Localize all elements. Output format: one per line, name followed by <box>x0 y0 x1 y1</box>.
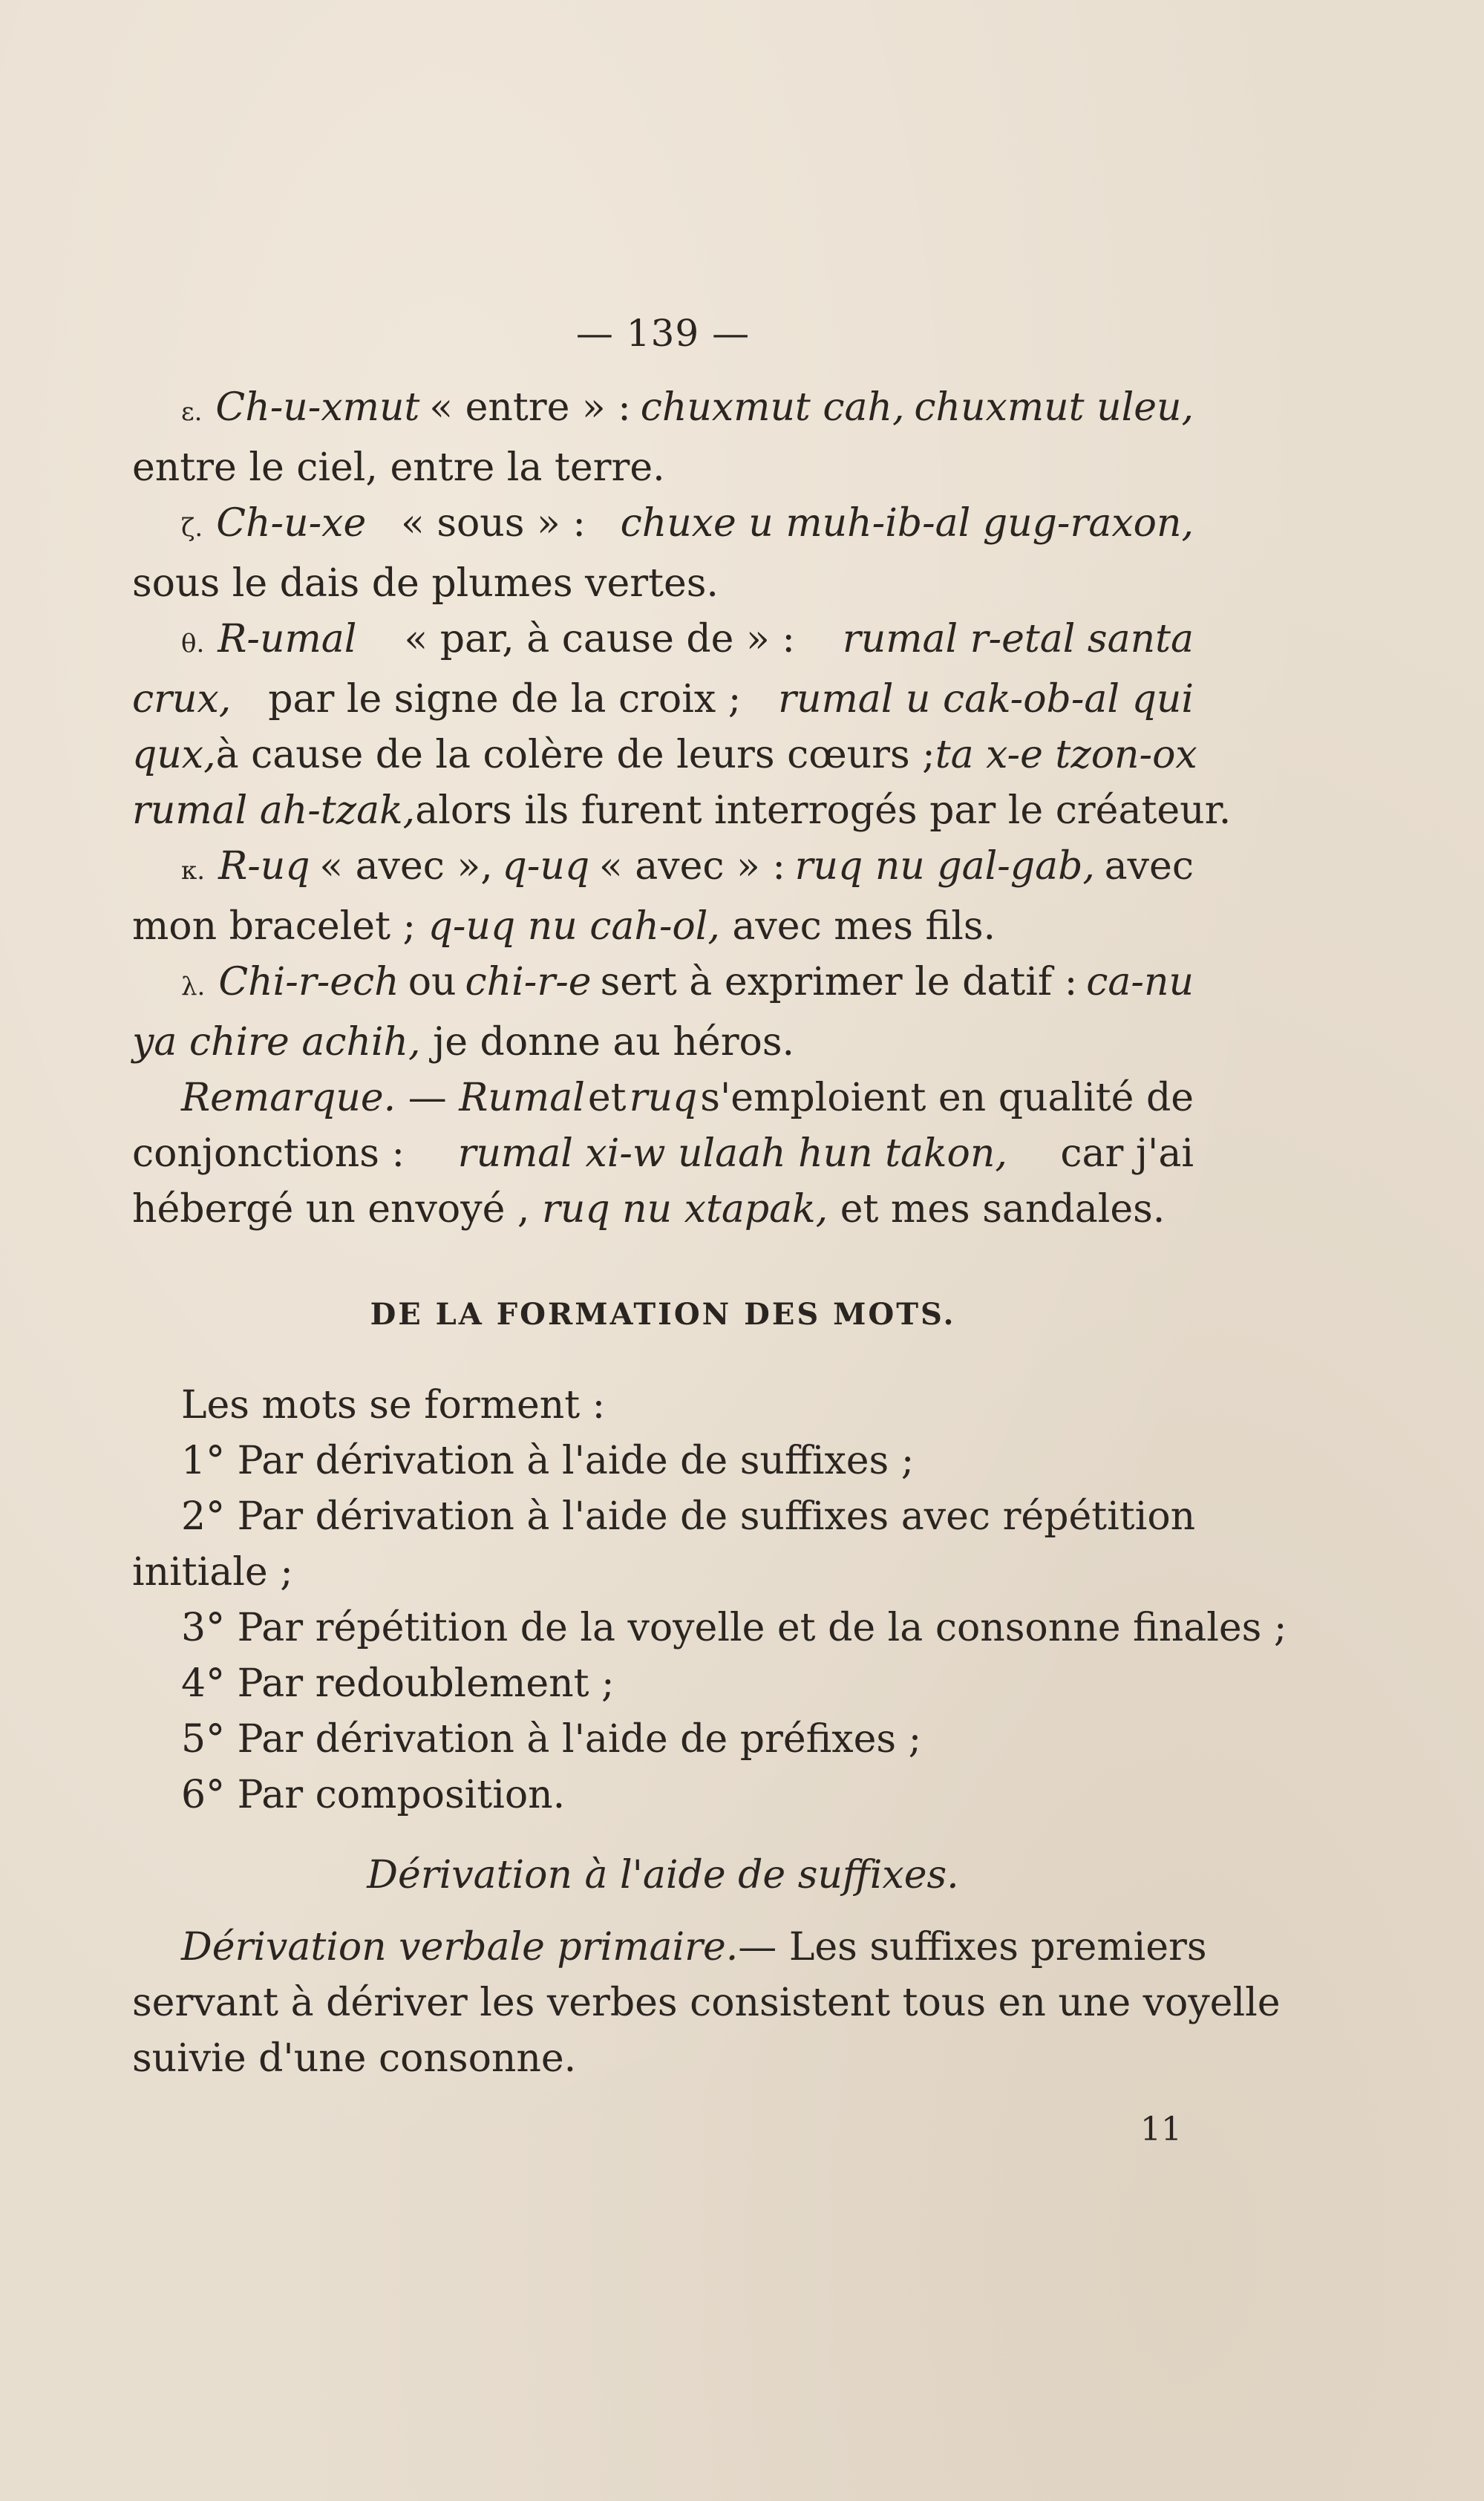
entry-lambda-line-2 <box>132 1015 1194 1070</box>
gloss: « avec », <box>319 844 493 889</box>
text: hébergé un envoyé , <box>132 1187 530 1232</box>
list-item: 3° Par répétition de la voyelle et de la consonne finales ; <box>181 1606 1287 1650</box>
text: conjonctions : <box>132 1131 405 1176</box>
entry-epsilon-line-1 <box>132 380 1194 440</box>
translation: je donne au héros. <box>433 1020 795 1065</box>
term: Chi-r-ech <box>218 960 399 1004</box>
list-item: 2° Par dérivation à l'aide de suffixes avec répétition <box>181 1494 1196 1539</box>
list-item: 6° Par composition. <box>181 1773 566 1817</box>
example: qux, <box>132 733 216 777</box>
example: rumal xi-w ulaah hun takon, <box>457 1131 1007 1176</box>
example: ca-nu <box>1086 960 1194 1004</box>
intro-text: Les mots se forment : <box>181 1383 606 1428</box>
page-body <box>132 312 1287 2148</box>
final-para-line-2: servant à dériver les verbes consistent tous en une voyelle <box>132 1981 1281 2025</box>
entry-theta-line-1 <box>132 612 1194 672</box>
remarque-line-3 <box>132 1182 1194 1238</box>
signature-mark: 11 <box>1140 2111 1182 2148</box>
example: crux, <box>132 677 232 722</box>
term: Ch-u-xe <box>216 501 367 546</box>
example: chuxmut uleu, <box>914 385 1194 430</box>
text: et mes sandales. <box>840 1187 1166 1232</box>
entry-epsilon-line-2: entre le ciel, entre la terre. <box>132 445 665 490</box>
example: ta x-e tzon-ox <box>935 733 1197 777</box>
text: — Les suffixes premiers <box>738 1925 1207 1969</box>
example: rumal ah-tzak, <box>132 788 416 833</box>
entry-theta-line-4 <box>132 783 1232 839</box>
list-item: 5° Par dérivation à l'aide de préfixes ; <box>181 1717 922 1762</box>
example: chuxe u muh-ib-al gug-raxon, <box>620 501 1194 546</box>
greek-letter: ζ. <box>181 513 203 543</box>
text: s'emploient en qualité de <box>700 1076 1194 1120</box>
text: et <box>587 1076 627 1120</box>
final-para-line-1 <box>132 1920 1207 1975</box>
example: ruq nu xtapak, <box>541 1187 828 1232</box>
entry-theta-line-3 <box>132 728 1197 783</box>
remarque-label: Remarque. <box>181 1076 396 1120</box>
para-label: Dérivation verbale primaire. <box>181 1925 739 1969</box>
translation: alors ils furent interrogés par le créateur. <box>415 788 1232 833</box>
page-number: — 139 — <box>575 312 751 355</box>
final-para-line-3: suivie d'une consonne. <box>132 2036 577 2081</box>
term: R-umal <box>218 617 357 661</box>
list-item: 1° Par dérivation à l'aide de suffixes ; <box>181 1439 915 1483</box>
entry-lambda-line-1 <box>132 955 1194 1015</box>
term: Ch-u-xmut <box>215 385 420 430</box>
subheading: Dérivation à l'aide de suffixes. <box>367 1853 959 1897</box>
greek-letter: ε. <box>181 397 203 427</box>
remarque-line-1 <box>132 1070 1194 1126</box>
text: — <box>408 1076 460 1120</box>
text: car j'ai <box>1060 1131 1194 1176</box>
gloss: « avec » : <box>598 844 785 889</box>
gloss: « sous » : <box>400 501 586 546</box>
entry-theta-line-2 <box>132 672 1194 728</box>
example: chuxmut cah, <box>640 385 905 430</box>
example: rumal r-etal santa <box>842 617 1194 661</box>
text: sert à exprimer le datif : <box>600 960 1078 1004</box>
list-item: 4° Par redoublement ; <box>181 1661 615 1706</box>
example: ruq nu gal-gab, <box>794 844 1095 889</box>
entry-kappa-line-2 <box>132 899 1194 955</box>
entry-zeta-line-2: sous le dais de plumes vertes. <box>132 561 719 606</box>
text: ou <box>408 960 457 1004</box>
example: rumal u cak-ob-al qui <box>778 677 1194 722</box>
term: ruq <box>629 1076 698 1120</box>
term: q-uq <box>502 844 590 889</box>
example: ya chire achih, <box>132 1020 421 1065</box>
translation: avec <box>1104 844 1194 889</box>
section-heading: DE LA FORMATION DES MOTS. <box>370 1297 956 1332</box>
translation: à cause de la colère de leurs cœurs ; <box>215 733 935 777</box>
term: Rumal <box>459 1076 585 1120</box>
entry-zeta-line-1 <box>132 496 1194 556</box>
greek-letter: λ. <box>181 972 206 1001</box>
term: chi-r-e <box>465 960 592 1004</box>
example: q-uq nu cah-ol, <box>428 904 720 949</box>
translation: par le signe de la croix ; <box>268 677 742 722</box>
greek-letter: κ. <box>181 856 206 886</box>
gloss: « entre » : <box>429 385 631 430</box>
translation: avec mes fils. <box>732 904 996 949</box>
entry-kappa-line-1 <box>132 839 1194 899</box>
gloss: « par, à cause de » : <box>404 617 795 661</box>
translation: mon bracelet ; <box>132 904 416 949</box>
greek-letter: θ. <box>181 629 205 658</box>
list-item-continuation: initiale ; <box>132 1550 293 1595</box>
term: R-uq <box>218 844 310 889</box>
remarque-line-2 <box>132 1126 1194 1182</box>
